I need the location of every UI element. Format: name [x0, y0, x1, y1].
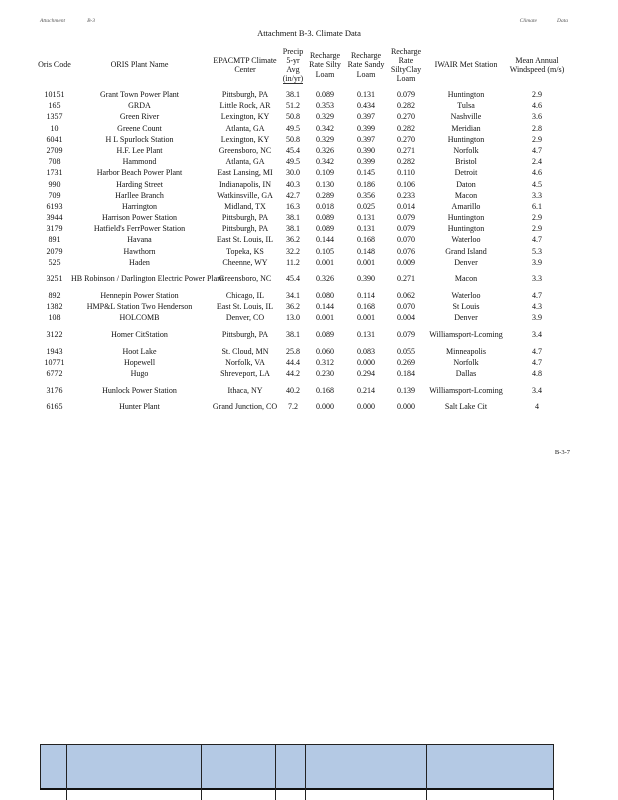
cell-silty-loam: 0.168 [316, 385, 334, 395]
cell-sandy-loam: 0.001 [357, 313, 375, 323]
footer-header-band [40, 744, 554, 788]
cell-sandy-loam: 0.000 [357, 402, 375, 412]
cell-met-station: Waterloo [451, 291, 481, 300]
cell-sandy-loam: 0.000 [357, 357, 375, 367]
cell-sandy-loam: 0.001 [357, 257, 375, 267]
cell-climate-center: Watkinsville, GA [217, 190, 273, 200]
cell-climate-center: Denver, CO [225, 313, 265, 323]
cell-siltyclay-loam: 0.106 [397, 179, 415, 189]
cell-windspeed: 2.9 [532, 134, 542, 144]
cell-windspeed: 4.6 [532, 101, 542, 111]
col-header-epacmtp: EPACMTP Climate Center [213, 55, 277, 74]
cell-precip-avg: 50.8 [286, 134, 300, 144]
table-row [38, 212, 568, 223]
cell-oris-code: 1382 [46, 302, 63, 312]
cell-met-station: Macon [454, 190, 478, 200]
cell-climate-center: Indianapolis, IN [219, 179, 271, 189]
table-row [38, 145, 568, 156]
table-row [38, 223, 568, 234]
cell-windspeed: 3.4 [532, 385, 542, 395]
cell-climate-center: East St. Louis, IL [216, 235, 274, 245]
cell-met-station: Detroit [454, 168, 478, 178]
cell-sandy-loam: 0.186 [357, 179, 375, 189]
cell-precip-avg: 16.3 [286, 201, 300, 211]
cell-met-station: Macon [454, 274, 478, 284]
cell-silty-loam: 0.312 [316, 357, 334, 367]
cell-oris-code: 6193 [46, 201, 63, 211]
table-row [38, 301, 568, 312]
cell-precip-avg: 30.0 [286, 168, 300, 178]
cell-windspeed: 4.7 [532, 235, 542, 245]
cell-siltyclay-loam: 0.110 [397, 168, 415, 178]
cell-plant-name: Harllee Branch [115, 190, 164, 200]
cell-precip-avg: 38.1 [286, 224, 300, 234]
cell-siltyclay-loam: 0.004 [397, 313, 415, 323]
cell-windspeed: 2.9 [532, 224, 542, 234]
cell-silty-loam: 0.329 [316, 112, 334, 122]
cell-silty-loam: 0.326 [316, 274, 334, 284]
cell-silty-loam: 0.000 [316, 402, 334, 412]
cell-oris-code: 1731 [46, 168, 63, 178]
cell-sandy-loam: 0.356 [357, 190, 375, 200]
cell-windspeed: 4.7 [532, 357, 542, 367]
cell-oris-code: 708 [48, 157, 61, 167]
cell-oris-code: 6041 [46, 134, 63, 144]
cell-siltyclay-loam: 0.282 [397, 157, 415, 167]
cell-silty-loam: 0.018 [316, 201, 334, 211]
climate-data-table [38, 41, 568, 412]
footer-divider [305, 744, 306, 800]
cell-silty-loam: 0.089 [316, 329, 334, 339]
cell-siltyclay-loam: 0.076 [397, 246, 415, 256]
footer-divider [275, 744, 276, 800]
cell-windspeed: 3.4 [532, 329, 542, 339]
cell-met-station: Tulsa [457, 101, 475, 111]
cell-plant-name: GRDA [128, 101, 151, 111]
cell-sandy-loam: 0.114 [357, 291, 375, 300]
header-section: B-3 [87, 18, 96, 24]
col-header-windspeed: Mean Annual Windspeed (m/s) [509, 55, 565, 74]
table-row [38, 401, 568, 412]
cell-oris-code: 709 [48, 190, 61, 200]
cell-met-station: Norfolk [453, 145, 479, 155]
cell-met-station: Minneapolis [446, 346, 486, 356]
header-attachment: Attachment [40, 18, 66, 24]
cell-climate-center: St. Cloud, MN [221, 346, 269, 356]
cell-siltyclay-loam: 0.014 [397, 201, 415, 211]
cell-precip-avg: 49.5 [286, 157, 300, 167]
cell-precip-avg: 38.1 [286, 213, 300, 223]
col-header-sandy-loam: Recharge Rate Sandy Loam [347, 51, 385, 79]
cell-siltyclay-loam: 0.079 [397, 90, 415, 99]
cell-silty-loam: 0.130 [316, 179, 334, 189]
cell-siltyclay-loam: 0.055 [397, 346, 415, 356]
cell-oris-code: 6165 [46, 402, 63, 412]
cell-oris-code: 165 [48, 101, 61, 111]
cell-sandy-loam: 0.131 [357, 329, 375, 339]
cell-sandy-loam: 0.168 [357, 235, 375, 245]
cell-oris-code: 3944 [46, 213, 63, 223]
table-row [38, 234, 568, 245]
footer-divider [66, 744, 67, 800]
cell-precip-avg: 40.2 [286, 385, 300, 395]
cell-climate-center: Pittsburgh, PA [221, 329, 269, 339]
footer-table-fragment [40, 744, 554, 800]
table-row [38, 156, 568, 167]
header-data: Data [557, 18, 568, 24]
cell-plant-name: Harrington [121, 201, 158, 211]
table-row [38, 312, 568, 323]
cell-windspeed: 4.7 [532, 145, 542, 155]
cell-sandy-loam: 0.399 [357, 123, 375, 133]
cell-sandy-loam: 0.399 [357, 157, 375, 167]
cell-plant-name: Havana [127, 235, 152, 245]
cell-plant-name: Hoot Lake [122, 346, 157, 356]
cell-silty-loam: 0.230 [316, 368, 334, 378]
cell-oris-code: 3179 [46, 224, 63, 234]
cell-silty-loam: 0.109 [316, 168, 334, 178]
cell-met-station: Denver [454, 313, 478, 323]
cell-climate-center: Cheenne, WY [222, 257, 268, 267]
cell-met-station: Norfolk [453, 357, 479, 367]
cell-silty-loam: 0.329 [316, 134, 334, 144]
cell-oris-code: 892 [48, 291, 61, 300]
cell-climate-center: Grand Junction, CO [212, 402, 278, 412]
cell-plant-name: HB Robinson / Darlington Electric Power Plant [71, 274, 224, 284]
table-body [38, 89, 568, 412]
cell-windspeed: 3.3 [532, 274, 542, 284]
cell-plant-name: Grant Town Power Plant [99, 90, 180, 99]
cell-siltyclay-loam: 0.062 [397, 291, 415, 300]
cell-met-station: Amarillo [451, 201, 481, 211]
running-header-right [500, 18, 568, 24]
cell-siltyclay-loam: 0.271 [397, 274, 415, 284]
cell-silty-loam: 0.326 [316, 145, 334, 155]
cell-climate-center: Greensboro, NC [218, 145, 272, 155]
col-header-silty-loam: Recharge Rate Silty Loam [309, 51, 341, 79]
cell-climate-center: Topeka, KS [226, 246, 264, 256]
cell-plant-name: Greene Count [117, 123, 162, 133]
table-row [38, 368, 568, 379]
cell-siltyclay-loam: 0.079 [397, 213, 415, 223]
cell-oris-code: 1357 [46, 112, 63, 122]
cell-met-station: Dallas [455, 368, 477, 378]
cell-silty-loam: 0.144 [316, 235, 334, 245]
cell-climate-center: Lexington, KY [220, 112, 270, 122]
cell-windspeed: 4.5 [532, 179, 542, 189]
cell-precip-avg: 7.2 [288, 402, 298, 412]
cell-precip-avg: 50.8 [286, 112, 300, 122]
cell-siltyclay-loam: 0.282 [397, 101, 415, 111]
cell-sandy-loam: 0.131 [357, 213, 375, 223]
cell-sandy-loam: 0.397 [357, 112, 375, 122]
cell-met-station: Williamsport-Lcoming [429, 385, 503, 395]
cell-precip-avg: 40.3 [286, 179, 300, 189]
cell-sandy-loam: 0.148 [357, 246, 375, 256]
cell-windspeed: 3.3 [532, 190, 542, 200]
cell-sandy-loam: 0.397 [357, 134, 375, 144]
cell-met-station: St Louis [452, 302, 480, 312]
cell-silty-loam: 0.089 [316, 213, 334, 223]
cell-windspeed: 5.3 [532, 246, 542, 256]
cell-climate-center: Little Rock, AR [219, 101, 271, 111]
page-number: B-3-7 [554, 449, 570, 456]
cell-oris-code: 10771 [44, 357, 65, 367]
cell-met-station: Huntington [447, 90, 485, 99]
cell-met-station: Daton [456, 179, 476, 189]
cell-precip-avg: 51.2 [286, 101, 300, 111]
table-row [38, 379, 568, 401]
cell-siltyclay-loam: 0.079 [397, 329, 415, 339]
header-climate: Climate [519, 18, 537, 24]
cell-oris-code: 2079 [46, 246, 63, 256]
cell-met-station: Meridian [451, 123, 481, 133]
cell-met-station: Huntington [447, 224, 485, 234]
cell-met-station: Salt Lake Cit [444, 402, 488, 412]
cell-precip-avg: 45.4 [286, 145, 300, 155]
table-row [38, 190, 568, 201]
table-row [38, 357, 568, 368]
cell-siltyclay-loam: 0.139 [397, 385, 415, 395]
cell-plant-name: Hunter Plant [119, 402, 160, 412]
cell-climate-center: Pittsburgh, PA [221, 90, 269, 99]
cell-climate-center: Midland, TX [224, 201, 266, 211]
cell-oris-code: 10 [50, 123, 59, 133]
cell-siltyclay-loam: 0.282 [397, 123, 415, 133]
cell-precip-avg: 49.5 [286, 123, 300, 133]
footer-divider [201, 744, 202, 800]
cell-siltyclay-loam: 0.079 [397, 224, 415, 234]
col-header-iwair: IWAIR Met Station [434, 60, 498, 70]
cell-plant-name: Haden [129, 257, 150, 267]
cell-sandy-loam: 0.390 [357, 145, 375, 155]
cell-climate-center: Pittsburgh, PA [221, 224, 269, 234]
cell-silty-loam: 0.080 [316, 291, 334, 300]
cell-oris-code: 990 [48, 179, 61, 189]
cell-climate-center: Pittsburgh, PA [221, 213, 269, 223]
precip-unit: (in/yr) [282, 74, 304, 84]
cell-met-station: Bristol [455, 157, 477, 167]
cell-windspeed: 3.9 [532, 257, 542, 267]
cell-windspeed: 2.9 [532, 213, 542, 223]
col-header-precip [282, 41, 304, 89]
table-row [38, 290, 568, 301]
cell-sandy-loam: 0.168 [357, 302, 375, 312]
cell-windspeed: 4.7 [532, 346, 542, 356]
cell-sandy-loam: 0.131 [357, 224, 375, 234]
cell-met-station: Denver [454, 257, 478, 267]
cell-climate-center: Chicago, IL [225, 291, 265, 300]
cell-windspeed: 4.3 [532, 302, 542, 312]
cell-siltyclay-loam: 0.070 [397, 302, 415, 312]
cell-precip-avg: 25.8 [286, 346, 300, 356]
cell-oris-code: 10151 [44, 90, 65, 99]
cell-sandy-loam: 0.390 [357, 274, 375, 284]
running-header-left [40, 18, 117, 24]
cell-precip-avg: 38.1 [286, 329, 300, 339]
cell-plant-name: Green River [119, 112, 160, 122]
table-row [38, 324, 568, 346]
cell-silty-loam: 0.289 [316, 190, 334, 200]
cell-windspeed: 3.9 [532, 313, 542, 323]
cell-silty-loam: 0.353 [316, 101, 334, 111]
cell-oris-code: 3122 [46, 329, 63, 339]
cell-plant-name: Hunlock Power Station [102, 385, 177, 395]
cell-met-station: Huntington [447, 213, 485, 223]
cell-precip-avg: 42.7 [286, 190, 300, 200]
cell-silty-loam: 0.342 [316, 123, 334, 133]
cell-climate-center: Lexington, KY [220, 134, 270, 144]
col-header-oris-code: Oris Code [38, 60, 71, 70]
cell-sandy-loam: 0.145 [357, 168, 375, 178]
cell-plant-name: Hatfield's FerrPower Station [93, 224, 186, 234]
cell-met-station: Huntington [447, 134, 485, 144]
cell-oris-code: 3176 [46, 385, 63, 395]
cell-sandy-loam: 0.434 [357, 101, 375, 111]
cell-windspeed: 2.4 [532, 157, 542, 167]
cell-oris-code: 2709 [46, 145, 63, 155]
cell-precip-avg: 44.2 [286, 368, 300, 378]
cell-windspeed: 2.9 [532, 90, 542, 99]
cell-silty-loam: 0.342 [316, 157, 334, 167]
cell-precip-avg: 36.2 [286, 302, 300, 312]
precip-label: Precip 5-yr Avg [282, 46, 304, 74]
cell-climate-center: Norfolk, VA [225, 357, 265, 367]
cell-windspeed: 4.7 [532, 291, 542, 300]
cell-met-station: Grand Island [445, 246, 487, 256]
cell-oris-code: 3251 [46, 274, 63, 284]
table-row [38, 257, 568, 268]
cell-siltyclay-loam: 0.000 [397, 402, 415, 412]
cell-precip-avg: 11.2 [286, 257, 300, 267]
cell-plant-name: H L Spurlock Station [105, 134, 174, 144]
cell-plant-name: HMP&L Station Two Henderson [86, 302, 193, 312]
table-row [38, 111, 568, 122]
cell-oris-code: 108 [48, 313, 61, 323]
cell-met-station: Nashville [450, 112, 482, 122]
table-row [38, 246, 568, 257]
page-title: Attachment B-3. Climate Data [257, 28, 361, 38]
cell-windspeed: 4 [535, 402, 539, 412]
cell-oris-code: 1943 [46, 346, 63, 356]
footer-divider [553, 744, 554, 800]
cell-oris-code: 6772 [46, 368, 63, 378]
table-row [38, 89, 568, 100]
cell-silty-loam: 0.060 [316, 346, 334, 356]
cell-windspeed: 4.6 [532, 168, 542, 178]
table-row [38, 134, 568, 145]
cell-sandy-loam: 0.294 [357, 368, 375, 378]
cell-sandy-loam: 0.025 [357, 201, 375, 211]
cell-met-station: Williamsport-Lcoming [429, 329, 503, 339]
cell-silty-loam: 0.144 [316, 302, 334, 312]
cell-sandy-loam: 0.083 [357, 346, 375, 356]
cell-siltyclay-loam: 0.270 [397, 134, 415, 144]
cell-silty-loam: 0.089 [316, 90, 334, 99]
cell-sandy-loam: 0.214 [357, 385, 375, 395]
cell-met-station: Waterloo [451, 235, 481, 245]
table-row [38, 179, 568, 190]
cell-plant-name: Hugo [130, 368, 149, 378]
cell-plant-name: H.F. Lee Plant [116, 145, 163, 155]
cell-windspeed: 2.8 [532, 123, 542, 133]
cell-climate-center: Atlanta, GA [225, 157, 265, 167]
cell-windspeed: 4.8 [532, 368, 542, 378]
footer-divider [426, 744, 427, 800]
col-header-siltyclay-loam: Recharge Rate SiltyClay Loam [390, 46, 422, 84]
cell-precip-avg: 36.2 [286, 235, 300, 245]
col-header-plant-name: ORIS Plant Name [110, 60, 169, 70]
cell-precip-avg: 34.1 [286, 291, 300, 300]
table-row [38, 100, 568, 111]
table-row [38, 268, 568, 290]
cell-climate-center: Greensboro, NC [218, 274, 272, 284]
cell-plant-name: Harbor Beach Power Plant [96, 168, 183, 178]
cell-plant-name: Homer CitStation [111, 329, 168, 339]
cell-siltyclay-loam: 0.070 [397, 235, 415, 245]
cell-plant-name: Hennepin Power Station [100, 291, 179, 300]
cell-plant-name: Hammond [122, 157, 157, 167]
cell-precip-avg: 44.4 [286, 357, 300, 367]
cell-precip-avg: 45.4 [286, 274, 300, 284]
cell-sandy-loam: 0.131 [357, 90, 375, 99]
cell-climate-center: East Lansing, MI [217, 168, 273, 178]
cell-silty-loam: 0.001 [316, 257, 334, 267]
cell-plant-name: Harding Street [116, 179, 163, 189]
cell-plant-name: Harrison Power Station [101, 213, 178, 223]
cell-silty-loam: 0.001 [316, 313, 334, 323]
footer-rule [40, 788, 554, 790]
cell-windspeed: 3.6 [532, 112, 542, 122]
cell-siltyclay-loam: 0.270 [397, 112, 415, 122]
cell-siltyclay-loam: 0.271 [397, 145, 415, 155]
cell-climate-center: East St. Louis, IL [216, 302, 274, 312]
table-row [38, 167, 568, 178]
cell-plant-name: Hopewell [123, 357, 156, 367]
cell-oris-code: 891 [48, 235, 61, 245]
table-row [38, 346, 568, 357]
cell-precip-avg: 38.1 [286, 90, 300, 99]
cell-siltyclay-loam: 0.184 [397, 368, 415, 378]
cell-plant-name: Hawthorn [123, 246, 156, 256]
cell-windspeed: 6.1 [532, 201, 542, 211]
cell-siltyclay-loam: 0.233 [397, 190, 415, 200]
cell-siltyclay-loam: 0.009 [397, 257, 415, 267]
cell-silty-loam: 0.105 [316, 246, 334, 256]
cell-climate-center: Atlanta, GA [225, 123, 265, 133]
table-row [38, 123, 568, 134]
cell-siltyclay-loam: 0.269 [397, 357, 415, 367]
cell-oris-code: 525 [48, 257, 61, 267]
cell-precip-avg: 13.0 [286, 313, 300, 323]
cell-precip-avg: 32.2 [286, 246, 300, 256]
cell-climate-center: Ithaca, NY [227, 385, 263, 395]
cell-plant-name: HOLCOMB [119, 313, 160, 323]
table-row [38, 201, 568, 212]
cell-climate-center: Shreveport, LA [220, 368, 270, 378]
cell-silty-loam: 0.089 [316, 224, 334, 234]
